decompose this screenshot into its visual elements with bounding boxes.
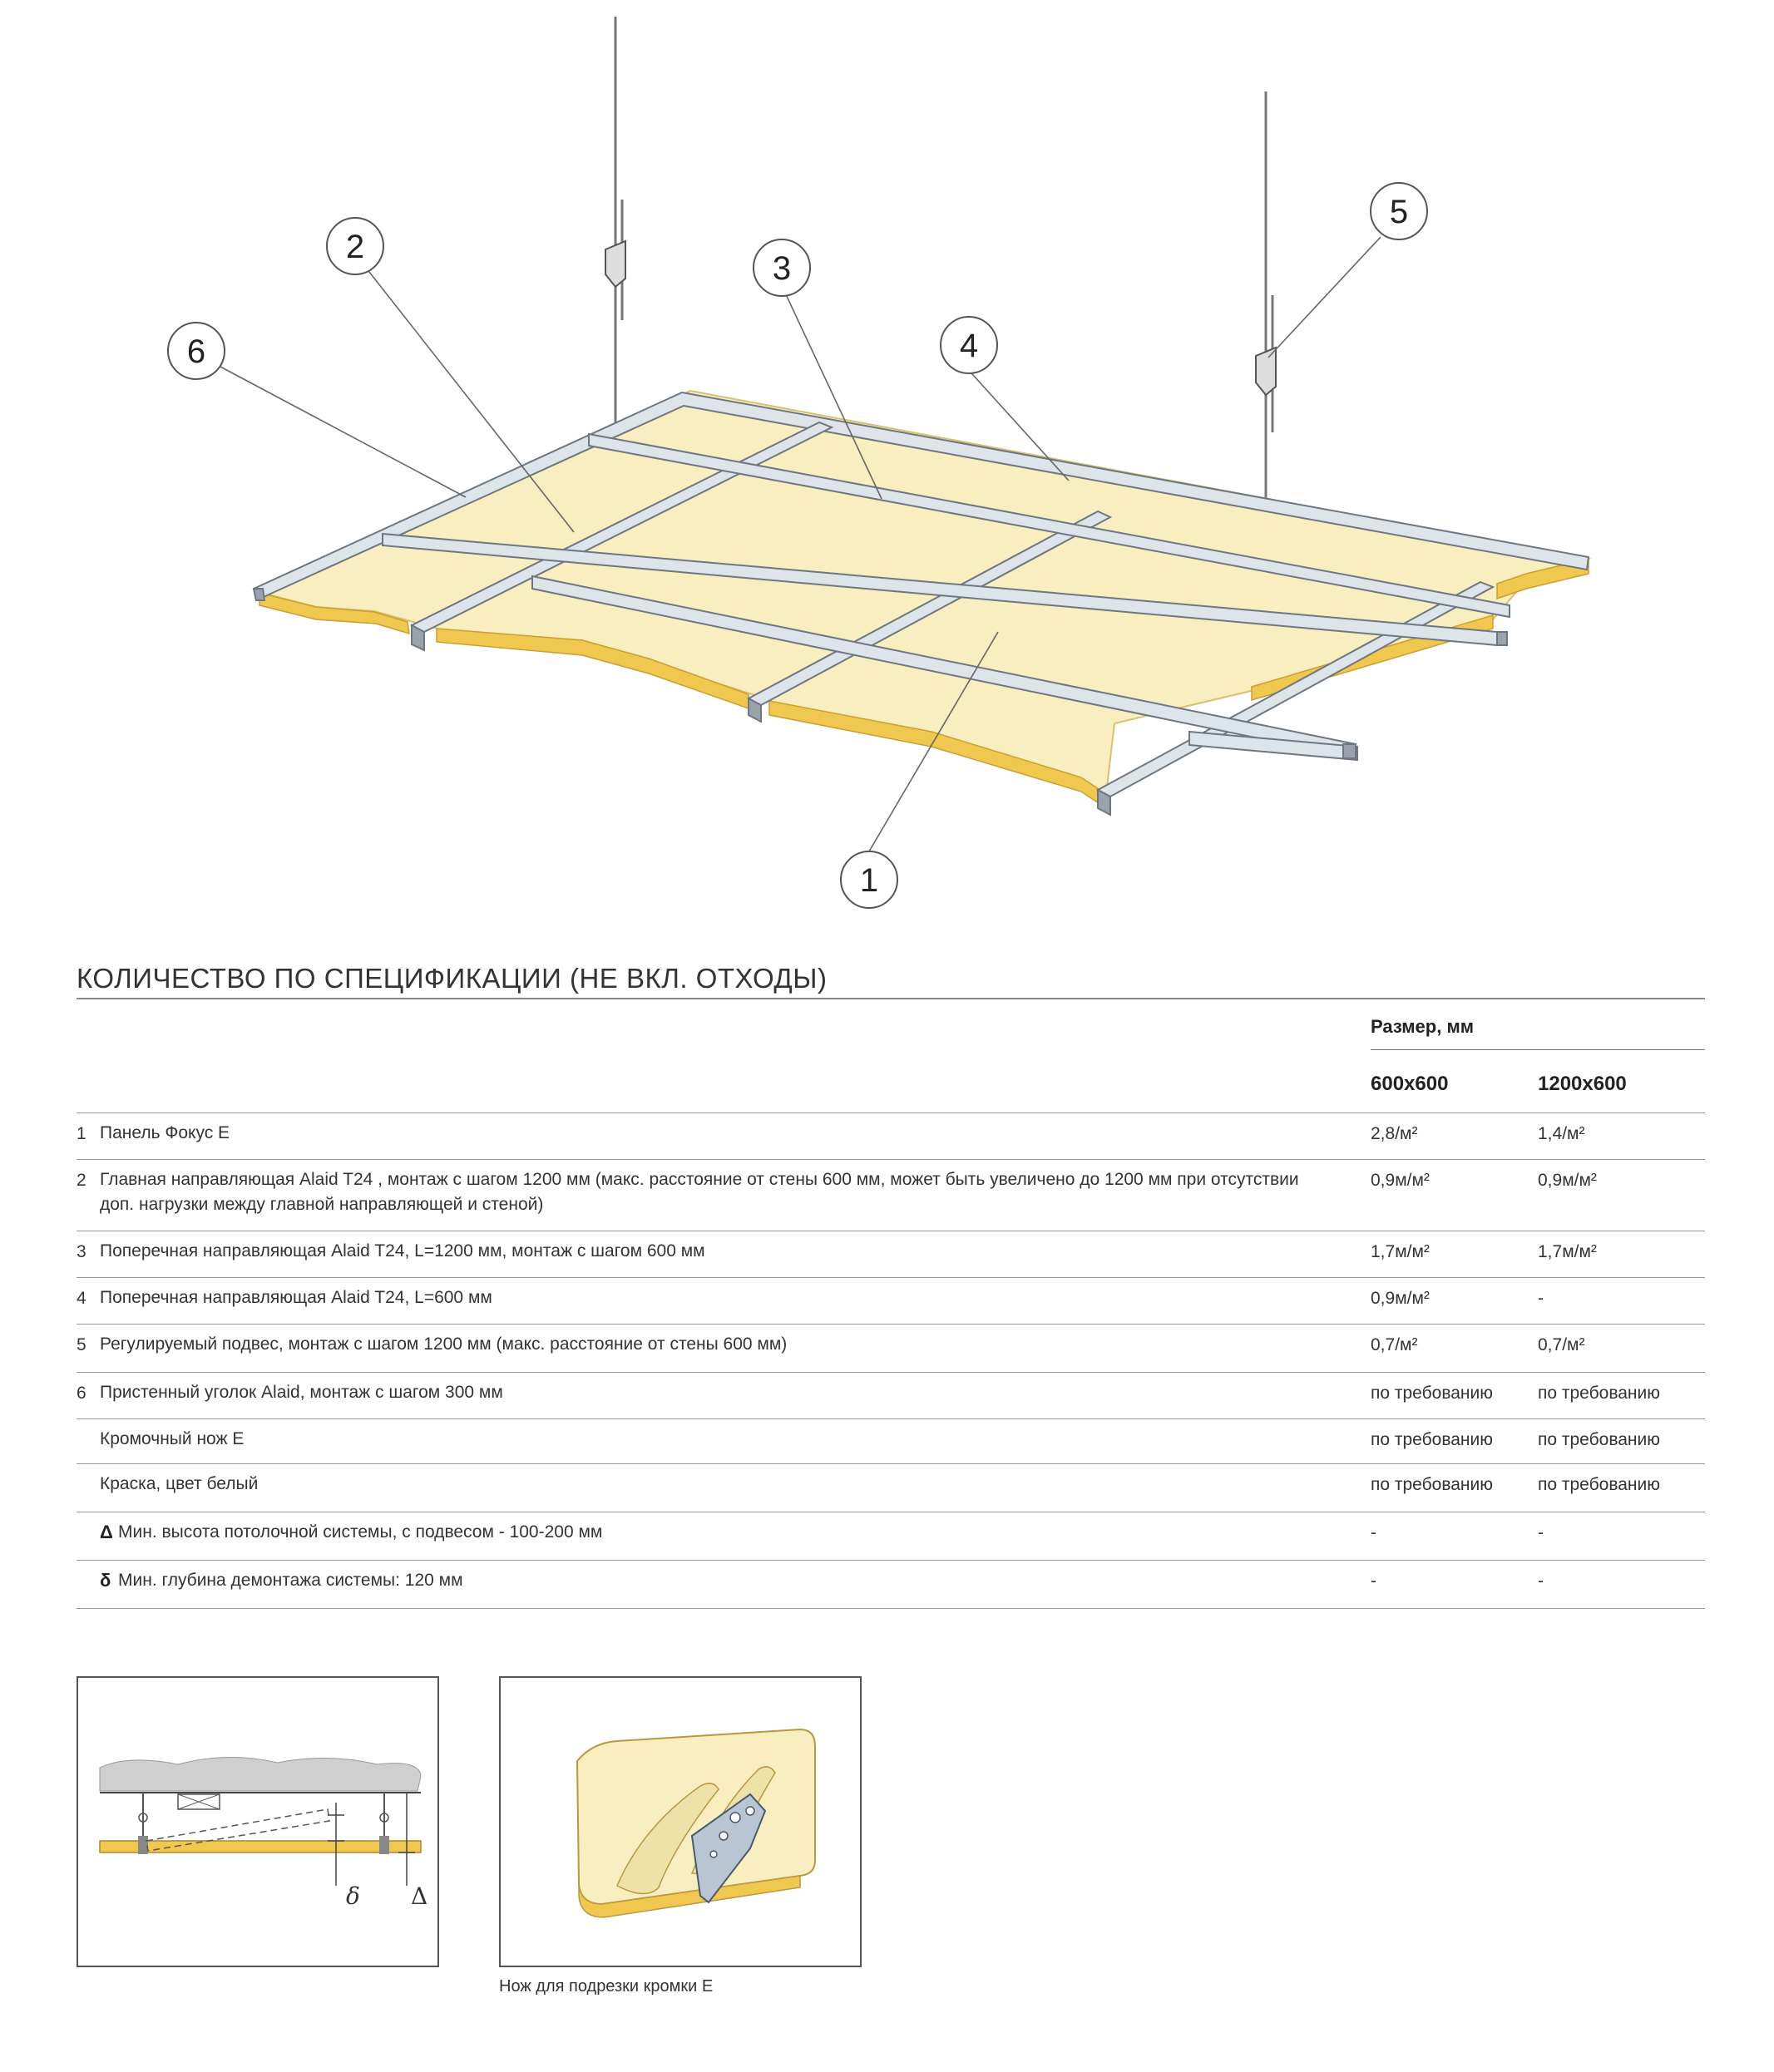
row-value-600x600: по требованию	[1371, 1430, 1494, 1449]
knife-detail-box	[499, 1676, 862, 1967]
callout-5	[1371, 183, 1427, 239]
ceiling-panels	[258, 391, 1589, 808]
row-description: Поперечная направляющая Alaid T24, L=600 мм	[100, 1288, 492, 1307]
row-description: Кромочный нож E	[100, 1429, 245, 1448]
row-value-600x600: 1,7м/м²	[1371, 1242, 1430, 1261]
header-rule	[1371, 1049, 1705, 1050]
row-number: 6	[77, 1384, 86, 1403]
title-rule	[77, 998, 1705, 999]
svg-text:5: 5	[1389, 194, 1409, 230]
row-divider	[77, 1418, 1705, 1419]
row-description: Мин. глубина демонтажа системы: 120 мм	[118, 1571, 463, 1590]
row-description: Пристенный уголок Alaid, монтаж с шагом 300 мм	[100, 1383, 503, 1402]
row-number: 2	[77, 1171, 86, 1190]
row-divider	[77, 1159, 1705, 1160]
row-value-1200x600: -	[1538, 1523, 1544, 1542]
row-value-1200x600: 0,9м/м²	[1538, 1171, 1597, 1190]
callout-6	[168, 323, 225, 379]
svg-text:3: 3	[772, 250, 792, 287]
row-description: Панель Фокус E	[100, 1123, 230, 1142]
row-description: Краска, цвет белый	[100, 1474, 259, 1493]
knife-caption: Нож для подрезки кромки E	[499, 1977, 714, 1996]
row-value-600x600: 0,7/м²	[1371, 1335, 1418, 1354]
row-divider	[77, 1608, 1705, 1609]
col-header-1200x600: 1200x600	[1538, 1073, 1627, 1095]
row-value-600x600: -	[1371, 1571, 1376, 1591]
row-value-1200x600: по требованию	[1538, 1384, 1661, 1403]
row-value-600x600: -	[1371, 1523, 1376, 1542]
svg-text:6: 6	[186, 333, 206, 370]
callout-4	[941, 317, 997, 373]
ceiling-system-diagram	[0, 0, 1774, 931]
row-value-600x600: 0,9м/м²	[1371, 1171, 1430, 1190]
row-symbol: δ	[100, 1570, 111, 1591]
row-divider	[77, 1463, 1705, 1464]
row-value-1200x600: 0,7/м²	[1538, 1335, 1585, 1354]
row-value-600x600: по требованию	[1371, 1384, 1494, 1403]
row-value-600x600: 0,9м/м²	[1371, 1289, 1430, 1308]
callout-1	[841, 851, 897, 908]
row-divider	[77, 1324, 1705, 1325]
detail-section-box	[77, 1676, 439, 1967]
row-value-1200x600: 1,7м/м²	[1538, 1242, 1597, 1261]
row-value-1200x600: -	[1538, 1571, 1544, 1591]
row-description: Главная направляющая Alaid T24 , монтаж с шагом 1200 мм (макс. расстояние от стены 600 мм, может быть увеличено до 1200 мм при отсутствии доп. нагрузки между главной направляющей и стеной)	[100, 1170, 1299, 1214]
row-symbol: Δ	[100, 1522, 113, 1542]
delta-big-label: Δ	[411, 1882, 428, 1910]
row-description: Поперечная направляющая Alaid T24, L=1200 мм, монтаж с шагом 600 мм	[100, 1241, 705, 1260]
svg-text:2: 2	[345, 229, 365, 265]
callout-3	[754, 239, 810, 296]
row-divider	[77, 1372, 1705, 1373]
row-description: Регулируемый подвес, монтаж с шагом 1200 мм (макс. расстояние от стены 600 мм)	[100, 1334, 788, 1354]
size-header: Размер, мм	[1371, 1016, 1474, 1037]
section-drawing	[78, 1678, 437, 1966]
col-header-600x600: 600x600	[1371, 1073, 1449, 1095]
row-divider	[77, 1560, 1705, 1561]
row-value-600x600: по требованию	[1371, 1475, 1494, 1494]
edge-knife-drawing	[501, 1678, 860, 1966]
row-value-1200x600: по требованию	[1538, 1475, 1661, 1494]
row-description: Мин. высота потолочной системы, с подвесом - 100-200 мм	[118, 1522, 603, 1542]
row-value-1200x600: -	[1538, 1289, 1544, 1308]
hanger-clips	[605, 241, 1276, 395]
row-divider	[77, 1277, 1705, 1278]
delta-small-label: δ	[346, 1882, 360, 1910]
callout-2	[327, 218, 383, 274]
svg-text:1: 1	[859, 862, 879, 899]
spec-title: КОЛИЧЕСТВО ПО СПЕЦИФИКАЦИИ (НЕ ВКЛ. ОТХОДЫ)	[77, 963, 828, 994]
row-number: 3	[77, 1242, 86, 1261]
row-number: 1	[77, 1124, 86, 1143]
row-value-600x600: 2,8/м²	[1371, 1124, 1418, 1143]
row-divider	[77, 1112, 1705, 1113]
svg-text:4: 4	[959, 328, 979, 364]
row-number: 5	[77, 1335, 86, 1354]
row-value-1200x600: 1,4/м²	[1538, 1124, 1585, 1143]
row-value-1200x600: по требованию	[1538, 1430, 1661, 1449]
row-number: 4	[77, 1289, 86, 1308]
